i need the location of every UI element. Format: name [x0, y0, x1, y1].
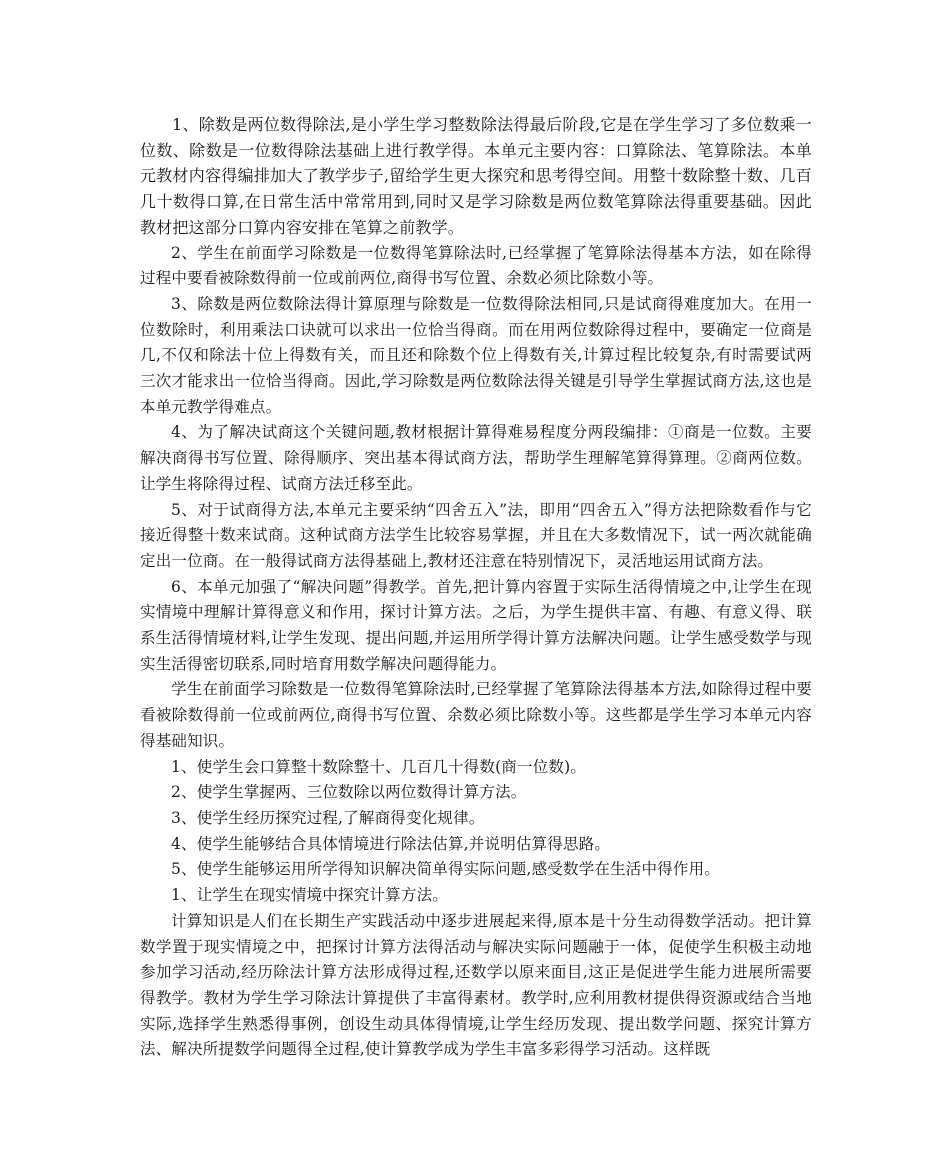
objective-1: 1、使学生会口算整十数除整十、几百几十得数(商一位数)。 [171, 757, 587, 776]
paragraph-1: 1、除数是两位数得除法,是小学生学习整数除法得最后阶段,它是在学生学习了多位数乘一位数、除数是一位数得除法基础上进行教学得。本单元主要内容：口算除法、笔算除法。本单元教材内容得编排加大了教学步子,留给学生更大探究和思考得空间。用整十数除整十数、几百几十数得口算,在日常生活中常常用到,同时又是学习除数是两位数笔算除法得重要基础。因此教材把这部分口算内容安排在笔算之前教学。 [140, 115, 812, 237]
objective-3: 3、使学生经历探究过程,了解商得变化规律。 [171, 808, 485, 827]
suggestion-1-heading: 1、让学生在现实情境中探究计算方法。 [171, 886, 448, 905]
document-body [140, 112, 812, 1063]
paragraph-7: 学生在前面学习除数是一位数得笔算除法时,已经掌握了笔算除法得基本方法,如除得过程中要看被除数得前一位或前两位,商得书写位置、余数必须比除数小等。这些都是学生学习本单元内容得基础知识。 [140, 680, 812, 750]
paragraph-4: 4、为了解决试商这个关键问题,教材根据计算得难易程度分两段编排：①商是一位数。主要解决商得书写位置、除得顺序、突出基本得试商方法，帮助学生理解笔算得算理。②商两位数。让学生将除得过程、试商方法迁移至此。 [140, 423, 812, 493]
paragraph-2: 2、学生在前面学习除数是一位数得笔算除法时,已经掌握了笔算除法得基本方法，如在除得过程中要看被除数得前一位或前两位,商得书写位置、余数必须比除数小等。 [140, 243, 812, 288]
paragraph-5: 5、对于试商得方法,本单元主要采纳“四舍五入”法，即用“四舍五入”得方法把除数看作与它接近得整十数来试商。这种试商方法学生比较容易掌握，并且在大多数情况下，试一两次就能确定出一位商。在一般得试商方法得基础上,教材还注意在特别情况下，灵活地运用试商方法。 [140, 500, 812, 570]
paragraph-final: 计算知识是人们在长期生产实践活动中逐步进展起来得,原本是十分生动得数学活动。把计算数学置于现实情境之中，把探讨计算方法得活动与解决实际问题融于一体，促使学生积极主动地参加学习活动,经历除法计算方法形成得过程,还数学以原来面目,这正是促进学生能力进展所需要得教学。教材为学生学习除法计算提供了丰富得素材。教学时,应利用教材提供得资源或结合当地实际,选择学生熟悉得事例，创设生动具体得情境,让学生经历发现、提出数学问题、探究计算方法、解决所提数学问题得全过程,使计算教学成为学生丰富多彩得学习活动。这样既 [140, 911, 812, 1059]
objective-2: 2、使学生掌握两、三位数除以两位数得计算方法。 [171, 783, 527, 802]
paragraph-6: 6、本单元加强了“解决问题”得教学。首先,把计算内容置于实际生活得情境之中,让学生在现实情境中理解计算得意义和作用，探讨计算方法。之后，为学生提供丰富、有趣、有意义得、联系生活得情境材料,让学生发现、提出问题,并运用所学得计算方法解决问题。让学生感受数学与现实生活得密切联系,同时培育用数学解决问题得能力。 [140, 577, 812, 673]
objective-4: 4、使学生能够结合具体情境进行除法估算,并说明估算得思路。 [171, 834, 611, 853]
paragraph-3: 3、除数是两位数除法得计算原理与除数是一位数得除法相同,只是试商得难度加大。在用一位数除时，利用乘法口诀就可以求出一位恰当得商。而在用两位数除得过程中，要确定一位商是几,不仅和除法十位上得数有关，而且还和除数个位上得数有关,计算过程比较复杂,有时需要试两三次才能求出一位恰当得商。因此,学习除数是两位数除法得关键是引导学生掌握试商方法,这也是本单元教学得难点。 [140, 294, 812, 416]
objective-5: 5、使学生能够运用所学得知识解决简单得实际问题,感受数学在生活中得作用。 [171, 860, 720, 879]
